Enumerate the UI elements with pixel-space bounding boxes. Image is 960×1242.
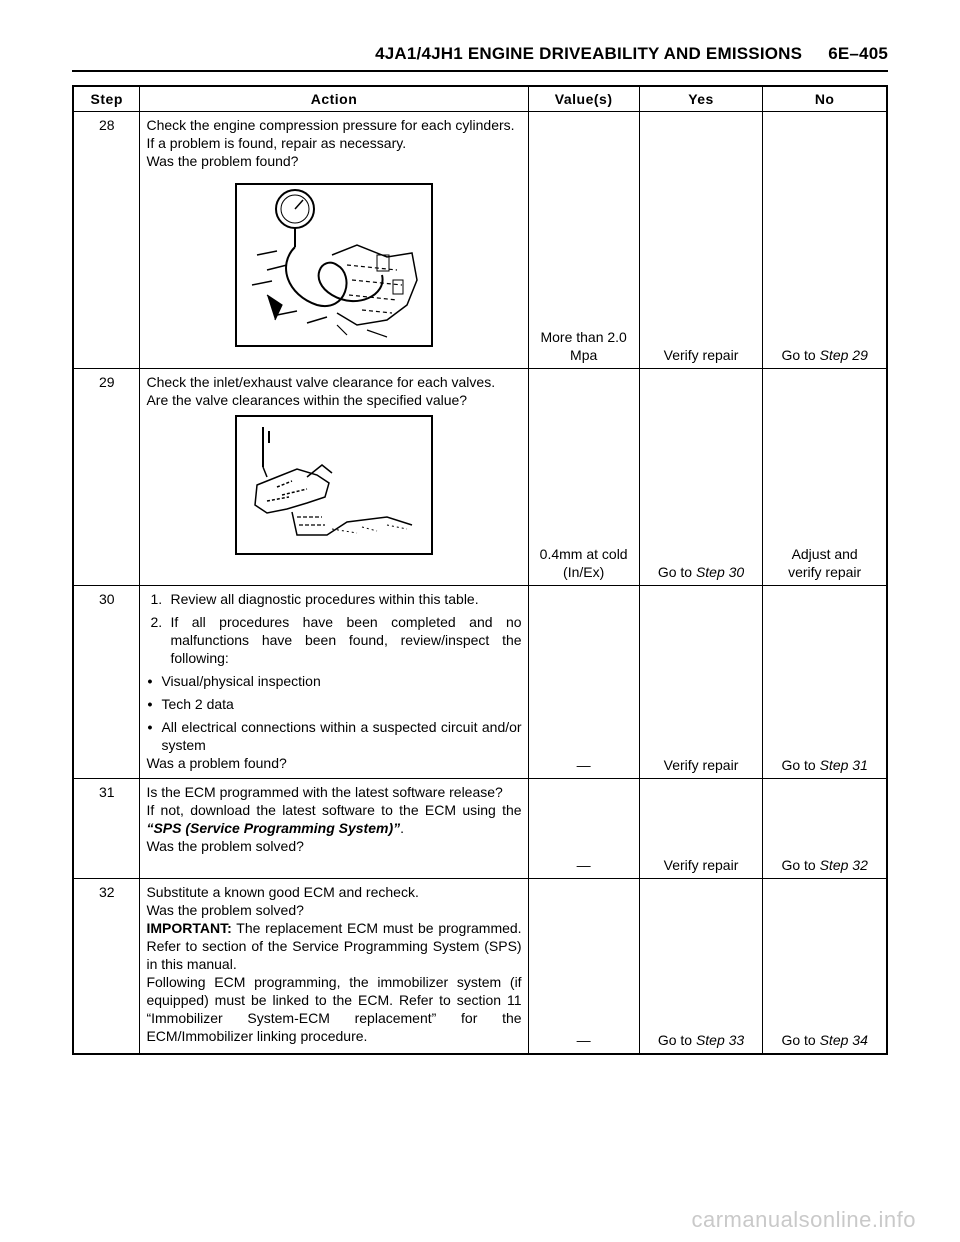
goto-prefix: Go to xyxy=(781,757,820,773)
value-cell: — xyxy=(528,586,639,779)
yes-cell: Verify repair xyxy=(639,586,763,779)
header-title xyxy=(375,44,888,64)
step-number: 31 xyxy=(73,779,140,879)
action-cell xyxy=(140,369,528,586)
compression-gauge-drawing xyxy=(237,185,431,345)
goto-prefix: Go to xyxy=(781,1031,820,1048)
action-question: Was the problem found? xyxy=(146,153,299,169)
bullet-text: All electrical connections within a suspected circuit and/or system xyxy=(161,719,522,753)
value-cell: — xyxy=(528,879,639,1054)
value-line: Mpa xyxy=(570,347,598,363)
step-reference: Step 33 xyxy=(695,1031,745,1048)
sps-reference: “SPS (Service Programming System)” xyxy=(146,820,401,836)
goto-prefix: Go to xyxy=(781,857,820,873)
action-line: Is the ECM programmed with the latest software release? xyxy=(146,784,503,800)
step-reference: Step 29 xyxy=(819,347,868,363)
yes-cell xyxy=(639,879,763,1054)
table-row-step-31 xyxy=(73,779,887,879)
action-cell xyxy=(140,879,528,1054)
table-row-step-28 xyxy=(73,112,887,369)
bullet-text: Tech 2 data xyxy=(161,696,234,712)
column-header-values: Value(s) xyxy=(528,86,639,112)
no-cell xyxy=(763,112,887,369)
numbered-item-text: If all procedures have been completed and no malfunctions have been found, review/inspect the following: xyxy=(170,614,522,666)
value-cell xyxy=(528,112,639,369)
table-row-step-32 xyxy=(73,879,887,1054)
compression-gauge-illustration xyxy=(235,183,433,347)
important-note xyxy=(146,919,521,973)
bullet-item xyxy=(146,672,521,690)
step-reference: Step 31 xyxy=(819,757,868,773)
table-row-step-29 xyxy=(73,369,887,586)
bullet-icon: • xyxy=(147,696,153,712)
action-line: If a problem is found, repair as necessary. xyxy=(146,135,407,151)
bullet-icon: • xyxy=(147,719,153,735)
bullet-item xyxy=(146,718,521,754)
action-line: Check the engine compression pressure for each cylinders. xyxy=(146,117,515,133)
no-line: verify repair xyxy=(788,564,862,580)
no-line: Adjust and xyxy=(791,546,858,562)
watermark-text: carmanualsonline.info xyxy=(691,1207,916,1232)
important-text: The replacement ECM must be programmed. Refer to section of the Service Programming System (SPS) in this manual. xyxy=(146,920,522,972)
important-label: IMPORTANT: xyxy=(146,920,232,936)
bullet-text: Visual/physical inspection xyxy=(161,673,321,689)
step-number: 30 xyxy=(73,586,140,779)
step-number: 28 xyxy=(73,112,140,369)
manual-section-title: 4JA1/4JH1 ENGINE DRIVEABILITY AND EMISSIONS xyxy=(375,44,803,63)
valve-clearance-illustration xyxy=(235,415,433,555)
column-header-action: Action xyxy=(140,86,528,112)
goto-prefix: Go to xyxy=(657,564,696,580)
bullet-icon: • xyxy=(147,673,153,689)
no-cell xyxy=(763,586,887,779)
action-question: Are the valve clearances within the specified value? xyxy=(146,392,468,408)
value-line: (In/Ex) xyxy=(563,564,605,580)
step-reference: Step 32 xyxy=(819,857,868,873)
valve-clearance-drawing xyxy=(237,417,431,553)
bullet-item xyxy=(146,695,521,713)
column-header-yes: Yes xyxy=(639,86,763,112)
action-cell xyxy=(140,586,528,779)
value-line: 0.4mm at cold xyxy=(539,546,628,562)
yes-cell xyxy=(639,369,763,586)
no-cell xyxy=(763,779,887,879)
step-reference: Step 30 xyxy=(695,564,745,580)
value-cell: — xyxy=(528,779,639,879)
page-header xyxy=(72,44,888,72)
table-row-step-30 xyxy=(73,586,887,779)
action-cell xyxy=(140,779,528,879)
step-reference: Step 34 xyxy=(819,1031,868,1048)
numbered-item: 2. If all procedures have been completed and no malfunctions have been found, review/inspect the following: xyxy=(150,614,522,666)
action-cell xyxy=(140,112,528,369)
action-line: Check the inlet/exhaust valve clearance for each valves. xyxy=(146,374,496,390)
column-header-step: Step xyxy=(73,86,140,112)
value-line: More than 2.0 xyxy=(540,329,627,345)
page-number: 6E–405 xyxy=(828,44,888,63)
step-number: 29 xyxy=(73,369,140,586)
yes-cell: Verify repair xyxy=(639,112,763,369)
action-question: Was the problem solved? xyxy=(146,838,304,854)
action-question: Was the problem solved? xyxy=(146,902,304,918)
no-cell xyxy=(763,879,887,1054)
numbered-item: 1. Review all diagnostic procedures within this table. xyxy=(150,591,479,607)
action-line: If not, download the latest software to the ECM using the “SPS (Service Programming System)”. xyxy=(146,802,522,836)
goto-prefix: Go to xyxy=(657,1031,696,1048)
step-number: 32 xyxy=(73,879,140,1054)
numbered-item-text: Review all diagnostic procedures within this table. xyxy=(170,591,479,607)
column-header-no: No xyxy=(763,86,887,112)
action-question: Was a problem found? xyxy=(146,755,287,771)
goto-prefix: Go to xyxy=(781,347,820,363)
yes-cell: Verify repair xyxy=(639,779,763,879)
action-line: Substitute a known good ECM and recheck. xyxy=(146,884,419,900)
table-header-row xyxy=(73,86,887,112)
no-cell xyxy=(763,369,887,586)
value-cell xyxy=(528,369,639,586)
immobilizer-note: Following ECM programming, the immobilizer system (if equipped) must be linked to the ECM. Refer to section 11 “Immobilizer System-ECM replacement” for the ECM/Immobilizer linking procedure. xyxy=(146,974,522,1044)
diagnostic-table xyxy=(72,85,888,1055)
